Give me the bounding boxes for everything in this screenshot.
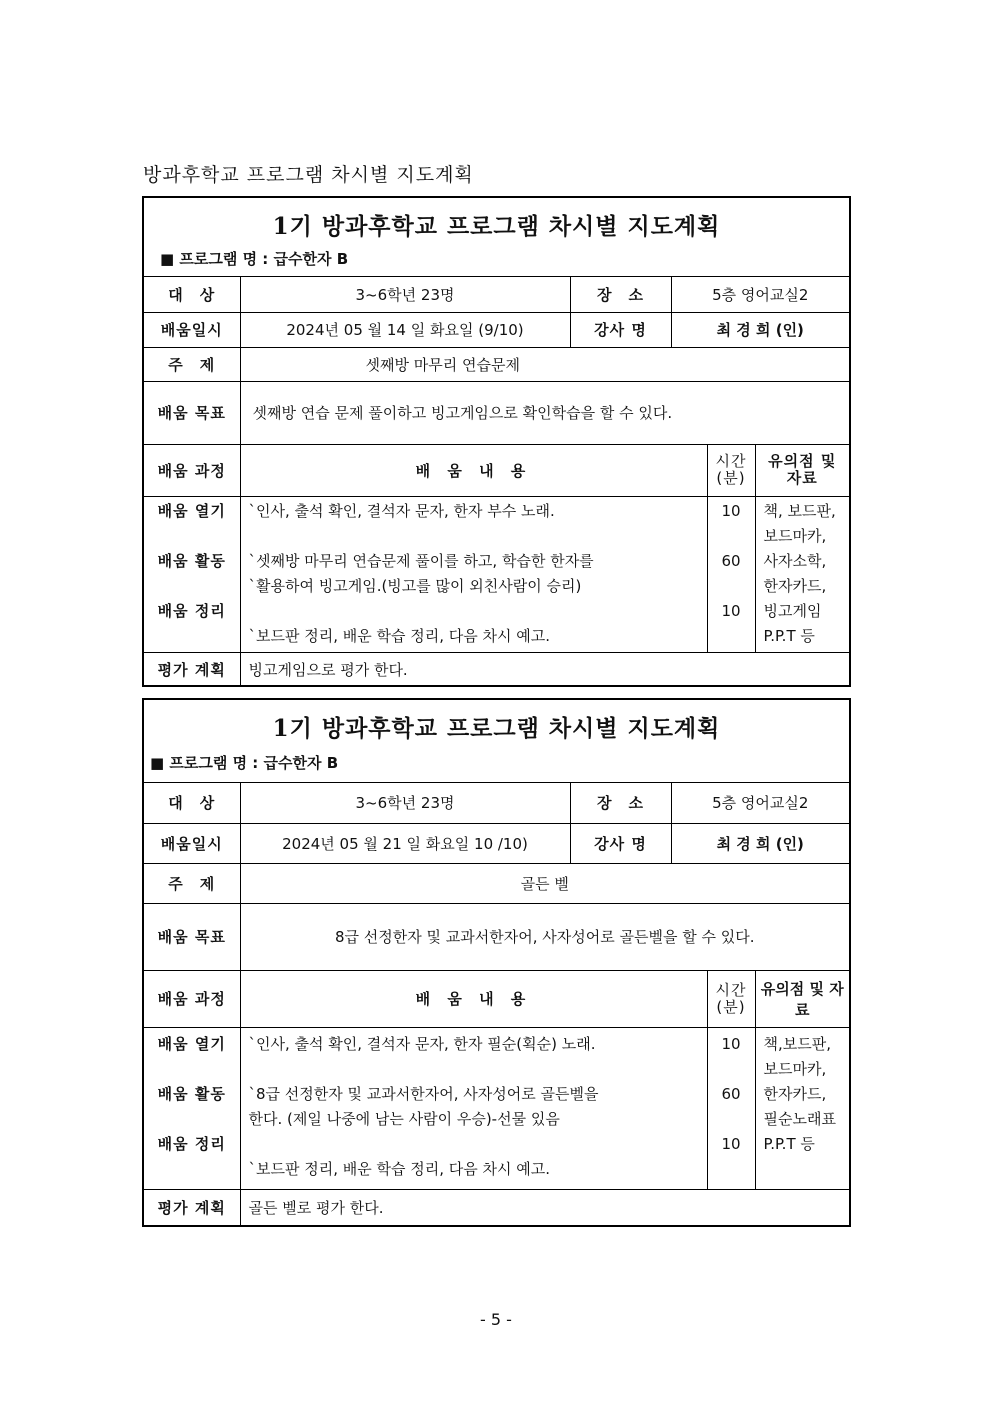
place-label: 장 소: [570, 277, 671, 312]
plan-table: [144, 783, 849, 1226]
goal-value: 셋째방 연습 문제 풀이하고 빙고게임으로 확인학습을 할 수 있다.: [240, 381, 849, 444]
plan-header: [144, 198, 849, 277]
eval-value: 골든 벨로 평가 한다.: [240, 1189, 849, 1226]
time-label: 시간 (분): [707, 970, 755, 1027]
date-label: 배움일시: [144, 312, 240, 347]
content-label: 배 움 내 용: [240, 444, 707, 496]
program-name: ■ 프로그램 명 : 급수한자 B: [150, 754, 339, 772]
notes-label: 유의점 및 자료: [755, 444, 849, 496]
plan-title: 1기 방과후학교 프로그램 차시별 지도계획: [272, 715, 721, 742]
target-label: 대 상: [144, 277, 240, 312]
target-label: 대 상: [144, 783, 240, 823]
time-values: 10 60 10: [707, 496, 755, 652]
place-value: 5층 영어교실2: [671, 783, 849, 823]
teacher-label: 강사 명: [570, 312, 671, 347]
plan-title: 1기 방과후학교 프로그램 차시별 지도계획: [272, 213, 721, 240]
lesson-content: `인사, 출석 확인, 결석자 문자, 한자 필순(획순) 노래. `8급 선정한자 및 교과서한자어, 사자성어로 골든벨을 한다. (제일 나중에 남는 사람이 우승)-선물 있음 `보드판 정리, 배운 학습 정리, 다음 차시 예고.: [240, 1027, 707, 1189]
teacher-label: 강사 명: [570, 823, 671, 863]
eval-label: 평가 계획: [144, 652, 240, 686]
topic-label: 주 제: [144, 863, 240, 903]
notes-label: 유의점 및 자료: [755, 970, 849, 1027]
time-values: 10 60 10: [707, 1027, 755, 1189]
eval-value: 빙고게임으로 평가 한다.: [240, 652, 849, 686]
content-label: 배 움 내 용: [240, 970, 707, 1027]
stage-labels: 배움 열기 배움 활동 배움 정리: [144, 1027, 240, 1189]
process-label: 배움 과정: [144, 444, 240, 496]
teacher-value: 최 경 희 (인): [671, 823, 849, 863]
materials: 책, 보드판, 보드마카, 사자소학, 한자카드, 빙고게임 P.P.T 등: [755, 496, 849, 652]
process-label: 배움 과정: [144, 970, 240, 1027]
lesson-plan-2: [142, 698, 851, 1227]
program-name: ■ 프로그램 명 : 급수한자 B: [160, 250, 349, 268]
target-value: 3~6학년 23명: [240, 277, 570, 312]
date-value: 2024년 05 월 14 일 화요일 (9/10): [240, 312, 570, 347]
lesson-content: `인사, 출석 확인, 결석자 문자, 한자 부수 노래. `셋째방 마무리 연습문제 풀이를 하고, 학습한 한자를 `활용하여 빙고게임.(빙고를 많이 외친사람이 승리) `보드판 정리, 배운 학습 정리, 다음 차시 예고.: [240, 496, 707, 652]
goal-label: 배움 목표: [144, 381, 240, 444]
place-label: 장 소: [570, 783, 671, 823]
goal-value: 8급 선정한자 및 교과서한자어, 사자성어로 골든벨을 할 수 있다.: [240, 903, 849, 970]
eval-label: 평가 계획: [144, 1189, 240, 1226]
stage-labels: 배움 열기 배움 활동 배움 정리: [144, 496, 240, 652]
target-value: 3~6학년 23명: [240, 783, 570, 823]
page-number: - 5 -: [480, 1310, 512, 1329]
goal-label: 배움 목표: [144, 903, 240, 970]
plan-table: [144, 277, 849, 686]
topic-label: 주 제: [144, 347, 240, 381]
lesson-plan-1: [142, 196, 851, 687]
topic-value: 셋째방 마무리 연습문제: [240, 347, 849, 381]
time-label: 시간 (분): [707, 444, 755, 496]
date-value: 2024년 05 월 21 일 화요일 10 /10): [240, 823, 570, 863]
materials: 책,보드판, 보드마카, 한자카드, 필순노래표 P.P.T 등: [755, 1027, 849, 1189]
topic-value: 골든 벨: [240, 863, 849, 903]
place-value: 5층 영어교실2: [671, 277, 849, 312]
page-heading: 방과후학교 프로그램 차시별 지도계획: [143, 164, 474, 186]
date-label: 배움일시: [144, 823, 240, 863]
plan-header: [144, 700, 849, 783]
teacher-value: 최 경 희 (인): [671, 312, 849, 347]
